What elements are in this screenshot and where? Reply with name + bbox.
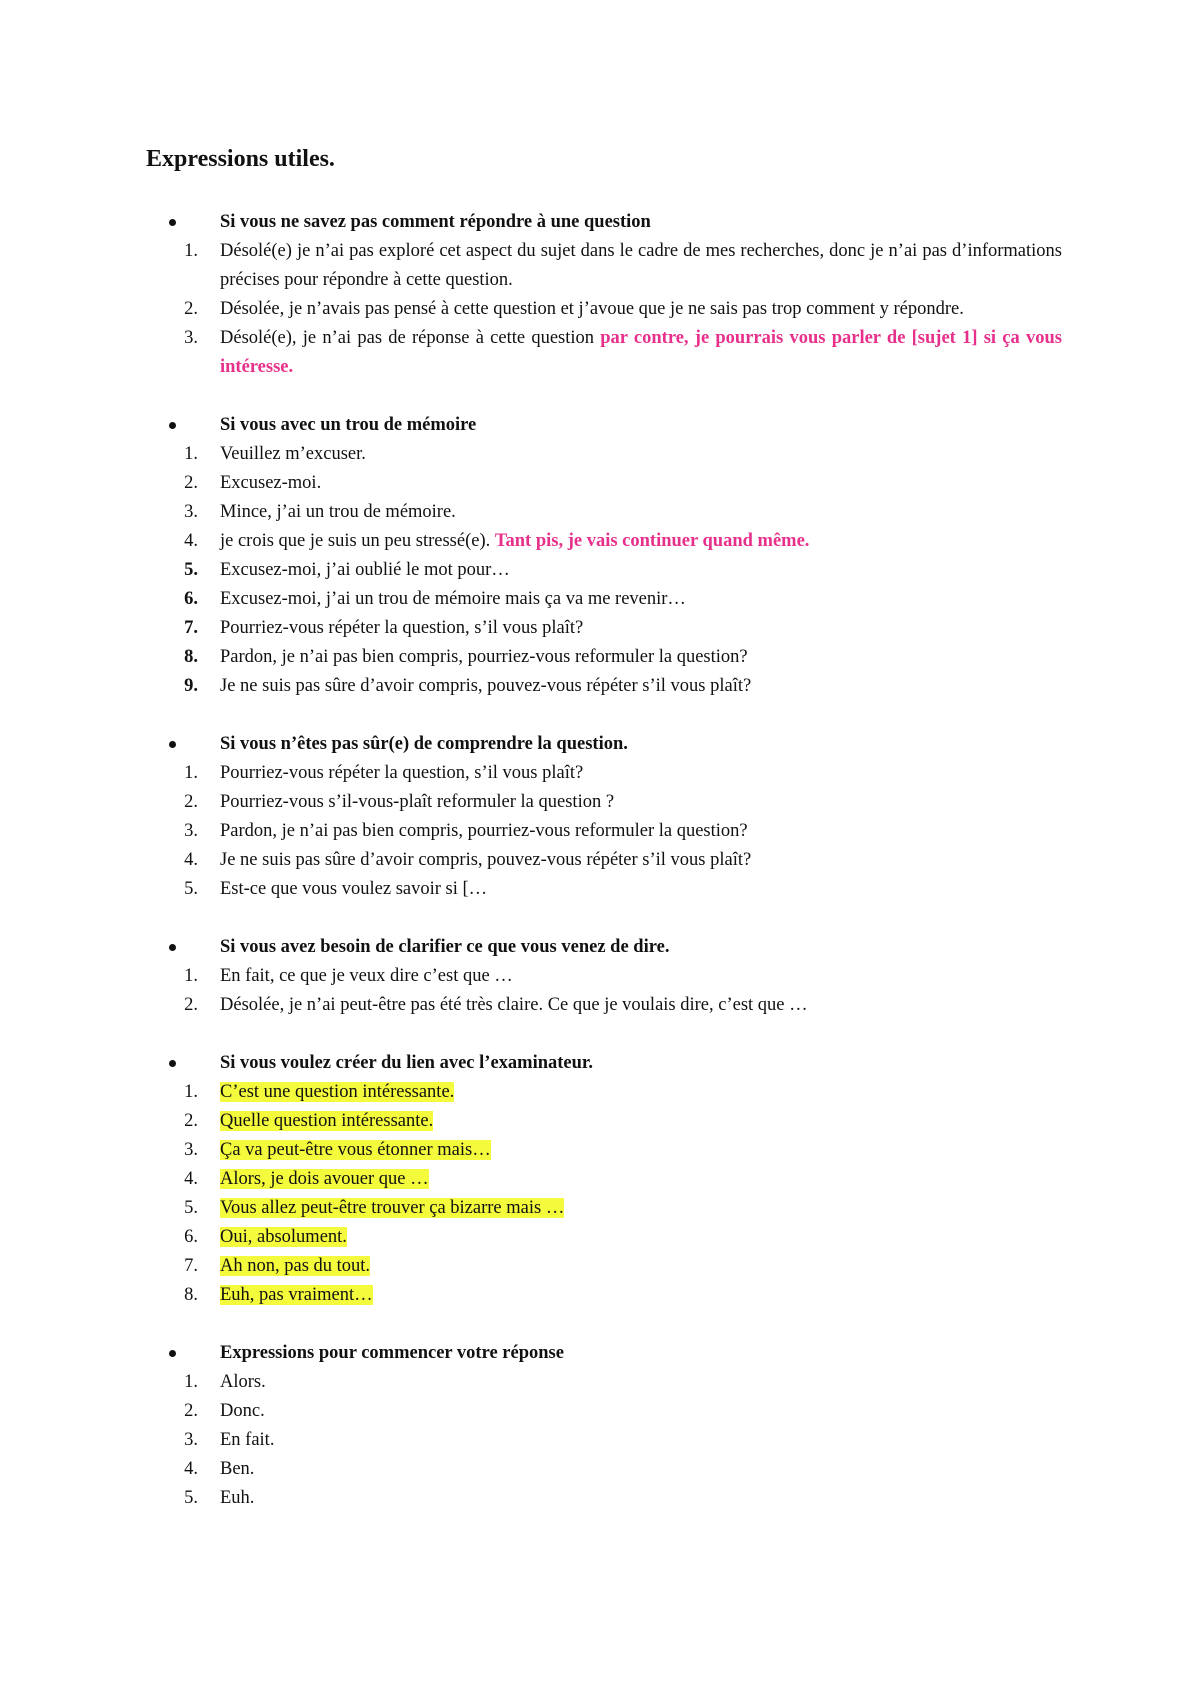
list-item-main-text: Euh, pas vraiment…	[220, 1285, 373, 1305]
list-item-text	[220, 991, 1062, 1020]
list-item-number: 7.	[184, 1256, 198, 1276]
list-item	[0, 440, 1200, 469]
page-title: Expressions utiles.	[146, 146, 335, 172]
list-item-text	[220, 614, 1062, 643]
list-item-number: 2.	[184, 299, 198, 319]
list-item-number: 3.	[184, 328, 198, 348]
list-item	[0, 585, 1200, 614]
section-heading-label: Si vous ne savez pas comment répondre à une question	[220, 212, 651, 232]
section-heading	[0, 933, 1200, 962]
list-item-accent-text: par contre, je pourrais vous parler de [sujet 1] si ça vous intéresse.	[220, 328, 1062, 377]
list-item-text	[220, 1281, 1062, 1310]
list-item	[0, 759, 1200, 788]
list-item-main-text: Excusez-moi.	[220, 473, 322, 493]
list-item-number: 6.	[184, 1227, 198, 1247]
section-heading-label: Si vous voulez créer du lien avec l’examinateur.	[220, 1053, 594, 1073]
bullet-icon	[169, 219, 176, 226]
list-item-number: 9.	[184, 676, 198, 696]
list-item-number: 7.	[184, 618, 198, 638]
list-item-main-text: Désolée, je n’ai peut-être pas été très claire. Ce que je voulais dire, c’est que …	[220, 995, 808, 1015]
list-item-main-text: Pardon, je n’ai pas bien compris, pourriez-vous reformuler la question?	[220, 821, 748, 841]
list-item-number: 1.	[184, 1082, 198, 1102]
list-item-text	[220, 643, 1062, 672]
list-item-text	[220, 237, 1062, 295]
section-heading-label: Si vous avez besoin de clarifier ce que vous venez de dire.	[220, 937, 670, 957]
section	[0, 730, 1200, 904]
list-item-number: 1.	[184, 966, 198, 986]
list-item-main-text: Désolé(e), je n’ai pas de réponse à cette question	[220, 328, 601, 348]
list-item	[0, 1194, 1200, 1223]
list-item-number: 3.	[184, 1140, 198, 1160]
section-heading-label: Expressions pour commencer votre réponse	[220, 1343, 564, 1363]
bullet-icon	[169, 1060, 176, 1067]
list-item-number: 1.	[184, 444, 198, 464]
section-heading	[0, 1339, 1200, 1368]
list-item-text	[220, 672, 1062, 701]
list-item-text	[220, 962, 1062, 991]
list-item	[0, 875, 1200, 904]
list-item-main-text: En fait.	[220, 1430, 275, 1450]
list-item-number: 3.	[184, 1430, 198, 1450]
list-item	[0, 469, 1200, 498]
list-item	[0, 498, 1200, 527]
list-item-text	[220, 788, 1062, 817]
list-item	[0, 1223, 1200, 1252]
list-item-text	[220, 498, 1062, 527]
list-item-main-text: Ben.	[220, 1459, 255, 1479]
list-item	[0, 1397, 1200, 1426]
list-item-text	[220, 585, 1062, 614]
list-item	[0, 846, 1200, 875]
bullet-icon	[169, 944, 176, 951]
list-item-number: 6.	[184, 589, 198, 609]
list-item	[0, 1484, 1200, 1513]
section	[0, 411, 1200, 701]
list-item-number: 1.	[184, 763, 198, 783]
list-item	[0, 324, 1200, 382]
list-item-main-text: Donc.	[220, 1401, 265, 1421]
list-item-text	[220, 1484, 1062, 1513]
list-item-number: 8.	[184, 647, 198, 667]
list-item-text	[220, 469, 1062, 498]
list-item-main-text: Oui, absolument.	[220, 1227, 347, 1247]
bullet-icon	[169, 1350, 176, 1357]
list-item	[0, 788, 1200, 817]
list-item-number: 4.	[184, 850, 198, 870]
list-item-text	[220, 1107, 1062, 1136]
list-item-main-text: En fait, ce que je veux dire c’est que …	[220, 966, 513, 986]
list-item	[0, 1107, 1200, 1136]
list-item-number: 1.	[184, 241, 198, 261]
list-item-number: 5.	[184, 1198, 198, 1218]
list-item-main-text: Veuillez m’excuser.	[220, 444, 366, 464]
list-item-text	[220, 875, 1062, 904]
list-item-number: 2.	[184, 792, 198, 812]
list-item-text	[220, 1397, 1062, 1426]
list-item-main-text: Quelle question intéressante.	[220, 1111, 434, 1131]
list-item-main-text: Mince, j’ai un trou de mémoire.	[220, 502, 456, 522]
list-item-main-text: Je ne suis pas sûre d’avoir compris, pouvez-vous répéter s’il vous plaît?	[220, 676, 752, 696]
section-heading-label: Si vous avec un trou de mémoire	[220, 415, 477, 435]
list-item-text	[220, 324, 1062, 382]
list-item-number: 4.	[184, 1169, 198, 1189]
list-item-main-text: C’est une question intéressante.	[220, 1082, 455, 1102]
section	[0, 1339, 1200, 1513]
list-item-main-text: Pourriez-vous répéter la question, s’il vous plaît?	[220, 618, 584, 638]
list-item-text	[220, 440, 1062, 469]
list-item	[0, 295, 1200, 324]
list-item-main-text: Désolé(e) je n’ai pas exploré cet aspect du sujet dans le cadre de mes recherches, donc je n’ai pas d’informations précises pour répondre à cette question.	[220, 241, 1062, 290]
list-item-main-text: Excusez-moi, j’ai un trou de mémoire mais ça va me revenir…	[220, 589, 686, 609]
list-item	[0, 1368, 1200, 1397]
list-item-main-text: Pourriez-vous répéter la question, s’il vous plaît?	[220, 763, 584, 783]
list-item-number: 5.	[184, 560, 198, 580]
list-item-text	[220, 1252, 1062, 1281]
list-item-text	[220, 1223, 1062, 1252]
list-item	[0, 1281, 1200, 1310]
list-item-text	[220, 817, 1062, 846]
section-heading	[0, 411, 1200, 440]
section-heading	[0, 1049, 1200, 1078]
list-item-number: 2.	[184, 1401, 198, 1421]
list-item-main-text: je crois que je suis un peu stressé(e).	[220, 531, 495, 551]
list-item-accent-text: Tant pis, je vais continuer quand même.	[494, 531, 810, 551]
list-item-number: 5.	[184, 1488, 198, 1508]
list-item-number: 5.	[184, 879, 198, 899]
list-item-number: 3.	[184, 821, 198, 841]
list-item	[0, 1078, 1200, 1107]
list-item	[0, 1136, 1200, 1165]
list-item	[0, 962, 1200, 991]
list-item-main-text: Ah non, pas du tout.	[220, 1256, 371, 1276]
list-item-main-text: Vous allez peut-être trouver ça bizarre mais …	[220, 1198, 565, 1218]
list-item-main-text: Je ne suis pas sûre d’avoir compris, pouvez-vous répéter s’il vous plaît?	[220, 850, 752, 870]
list-item-text	[220, 1368, 1062, 1397]
list-item-text	[220, 527, 1062, 556]
list-item-number: 8.	[184, 1285, 198, 1305]
list-item	[0, 643, 1200, 672]
section	[0, 1049, 1200, 1310]
list-item-main-text: Désolée, je n’avais pas pensé à cette question et j’avoue que je ne sais pas trop comment y répondre.	[220, 299, 964, 319]
bullet-icon	[169, 422, 176, 429]
list-item	[0, 1165, 1200, 1194]
list-item-main-text: Ça va peut-être vous étonner mais…	[220, 1140, 491, 1160]
list-item-text	[220, 556, 1062, 585]
section-heading	[0, 208, 1200, 237]
list-item-main-text: Alors, je dois avouer que …	[220, 1169, 429, 1189]
list-item-text	[220, 1136, 1062, 1165]
document-body	[0, 208, 1200, 1542]
list-item-number: 2.	[184, 473, 198, 493]
list-item-main-text: Euh.	[220, 1488, 255, 1508]
list-item-number: 1.	[184, 1372, 198, 1392]
section-heading	[0, 730, 1200, 759]
list-item	[0, 817, 1200, 846]
list-item-number: 4.	[184, 1459, 198, 1479]
list-item-main-text: Pourriez-vous s’il-vous-plaît reformuler la question ?	[220, 792, 615, 812]
list-item	[0, 991, 1200, 1020]
section-heading-label: Si vous n’êtes pas sûr(e) de comprendre la question.	[220, 734, 628, 754]
list-item-text	[220, 1165, 1062, 1194]
list-item-main-text: Pardon, je n’ai pas bien compris, pourriez-vous reformuler la question?	[220, 647, 748, 667]
list-item-text	[220, 846, 1062, 875]
list-item	[0, 237, 1200, 295]
list-item-number: 2.	[184, 1111, 198, 1131]
list-item-main-text: Alors.	[220, 1372, 266, 1392]
list-item	[0, 556, 1200, 585]
list-item-text	[220, 1194, 1062, 1223]
list-item-text	[220, 1078, 1062, 1107]
list-item-text	[220, 1455, 1062, 1484]
list-item	[0, 1426, 1200, 1455]
list-item-main-text: Excusez-moi, j’ai oublié le mot pour…	[220, 560, 510, 580]
list-item	[0, 672, 1200, 701]
list-item-number: 3.	[184, 502, 198, 522]
list-item-number: 2.	[184, 995, 198, 1015]
list-item-text	[220, 759, 1062, 788]
bullet-icon	[169, 741, 176, 748]
section	[0, 933, 1200, 1020]
section	[0, 208, 1200, 382]
list-item-text	[220, 1426, 1062, 1455]
list-item-number: 4.	[184, 531, 198, 551]
list-item-text	[220, 295, 1062, 324]
list-item-main-text: Est-ce que vous voulez savoir si […	[220, 879, 488, 899]
list-item	[0, 614, 1200, 643]
list-item	[0, 527, 1200, 556]
list-item	[0, 1252, 1200, 1281]
list-item	[0, 1455, 1200, 1484]
